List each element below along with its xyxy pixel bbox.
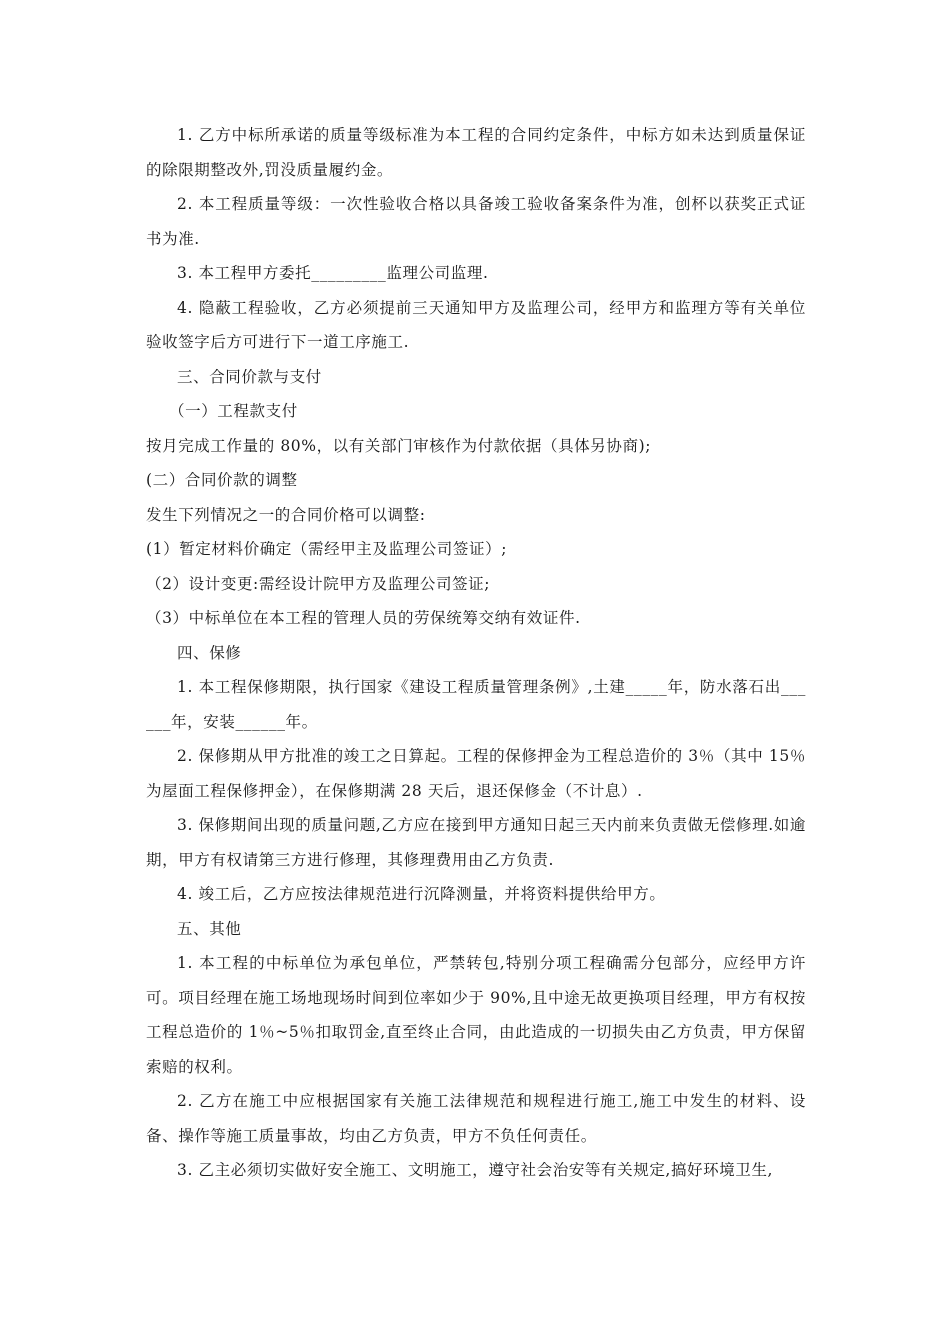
section-heading-price-payment: 三、合同价款与支付 bbox=[177, 367, 322, 386]
paragraph-warranty-deposit: 2. 保修期从甲方批准的竣工之日算起。工程的保修押金为工程总造价的 3％（其中 15％为屋面工程保修押金），在保修期满 28 天后，退还保修金（不计息）. bbox=[146, 747, 806, 800]
document-body bbox=[146, 118, 806, 1188]
list-item-labor-insurance: （3）中标单位在本工程的管理人员的劳保统筹交纳有效证件. bbox=[146, 609, 581, 627]
paragraph-concealed-works: 4. 隐蔽工程验收，乙方必须提前三天通知甲方及监理公司，经甲方和监理方等有关单位验收签字后方可进行下一道工序施工. bbox=[146, 298, 806, 351]
paragraph-warranty-repair: 3. 保修期间出现的质量问题,乙方应在接到甲方通知日起三天内前来负责做无偿修理.如逾期，甲方有权请第三方进行修理，其修理费用由乙方负责. bbox=[146, 816, 806, 869]
section-heading-other: 五、其他 bbox=[177, 919, 242, 938]
subheading-price-adjustment: (二）合同价款的调整 bbox=[146, 471, 298, 489]
paragraph-subcontract: 1. 本工程的中标单位为承包单位，严禁转包,特别分项工程确需分包部分，应经甲方许可。项目经理在施工场地现场时间到位率如少于 90%,且中途无故更换项目经理，甲方有权按工程总造价的 1％~5％扣取罚金,直至终止合同，由此造成的一切损失由乙方负责，甲方保留索赔的权利。 bbox=[146, 954, 806, 1076]
paragraph-quality-standard: 1. 乙方中标所承诺的质量等级标准为本工程的合同约定条件，中标方如未达到质量保证的除限期整改外,罚没质量履约金。 bbox=[146, 126, 806, 179]
paragraph-safety: 3. 乙主必须切实做好安全施工、文明施工，遵守社会治安等有关规定,搞好环境卫生, bbox=[177, 1161, 774, 1179]
list-item-material-price: (1）暂定材料价确定（需经甲主及监理公司签证）; bbox=[146, 540, 508, 558]
paragraph-construction-norms: 2. 乙方在施工中应根据国家有关施工法律规范和规程进行施工,施工中发生的材料、设备、操作等施工质量事故，均由乙方负责，甲方不负任何责任。 bbox=[146, 1092, 806, 1145]
paragraph-supervision: 3. 本工程甲方委托_________监理公司监理. bbox=[177, 264, 489, 282]
paragraph-quality-grade: 2. 本工程质量等级：一次性验收合格以具备竣工验收备案条件为准，创杯以获奖正式证书为准. bbox=[146, 195, 806, 248]
section-heading-warranty: 四、保修 bbox=[177, 643, 242, 662]
list-item-design-change: （2）设计变更:需经设计院甲方及监理公司签证; bbox=[146, 574, 491, 593]
paragraph-settlement-survey: 4. 竣工后，乙方应按法律规范进行沉降测量，并将资料提供给甲方。 bbox=[177, 885, 666, 903]
subheading-payment: （一）工程款支付 bbox=[169, 402, 298, 420]
paragraph-monthly-payment: 按月完成工作量的 80%，以有关部门审核作为付款依据（具体另协商); bbox=[146, 436, 652, 455]
paragraph-adjustment-conditions: 发生下列情况之一的合同价格可以调整: bbox=[146, 505, 426, 524]
paragraph-warranty-period: 1. 本工程保修期限，执行国家《建设工程质量管理条例》,土建_____年，防水落石出______年，安装______年。 bbox=[146, 678, 806, 731]
